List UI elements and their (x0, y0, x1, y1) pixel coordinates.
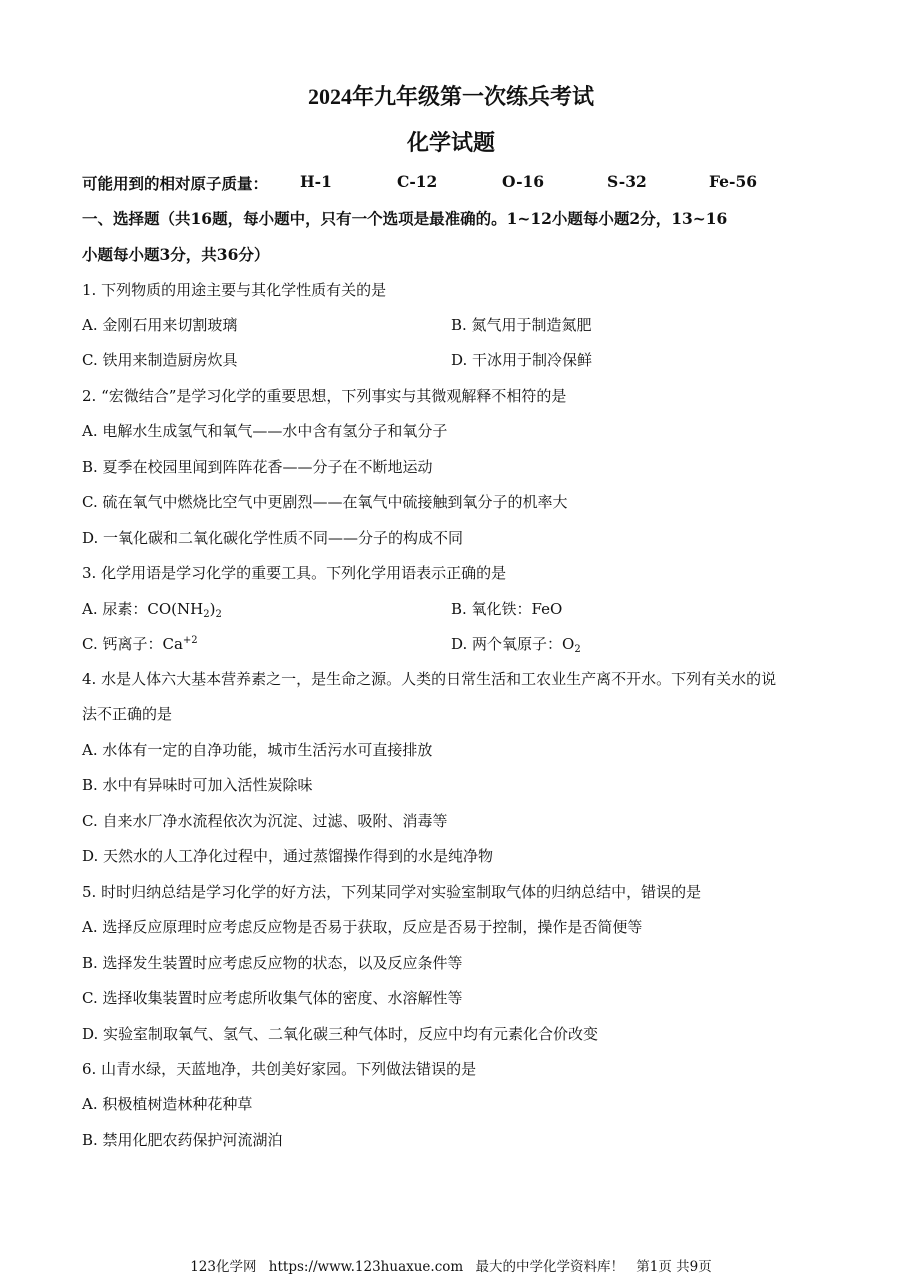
q1-option-d: D. 干冰用于制冷保鲜 (451, 351, 593, 369)
q4-option-a: A. 水体有一定的自净功能，城市生活污水可直接排放 (82, 741, 433, 759)
section-heading-line1: 一、选择题（共16题，每小题中，只有一个选项是最准确的。1~12小题每小题2分，13~16 (82, 209, 728, 228)
q3-a-text: A. 尿素：CO(NH (82, 600, 204, 618)
q4-stem-line1: 4. 水是人体六大基本营养素之一，是生命之源。人类的日常生活和工农业生产离不开水。下列有关水的说 (82, 670, 777, 688)
exam-subtitle: 化学试题 (406, 130, 495, 155)
q5-stem: 5. 时时归纳总结是学习化学的好方法，下列某同学对实验室制取气体的归纳总结中，错误的是 (82, 883, 702, 901)
mass-o: O-16 (502, 172, 545, 191)
footer-site-name: 123化学网 (190, 1259, 257, 1275)
q3-d-subscript: 2 (574, 644, 581, 655)
q5-option-a: A. 选择反应原理时应考虑反应物是否易于获取，反应是否易于控制，操作是否简便等 (82, 918, 643, 936)
q4-option-b: B. 水中有异味时可加入活性炭除味 (82, 776, 313, 794)
footer-slogan: 最大的中学化学资料库！ (475, 1259, 624, 1275)
q3-a-subscript: 2 (203, 609, 210, 620)
atomic-masses (82, 172, 822, 194)
q3-a-paren: ) (209, 600, 216, 618)
footer-url-link[interactable]: https://www.123huaxue.com (268, 1259, 464, 1275)
q3-c-text: C. 钙离子：Ca (82, 635, 183, 653)
mass-fe: Fe-56 (709, 172, 758, 191)
q6-option-a: A. 积极植树造林种花种草 (82, 1095, 253, 1113)
q2-stem: 2. “宏微结合”是学习化学的重要思想，下列事实与其微观解释不相符的是 (82, 387, 567, 405)
page-footer (0, 1255, 902, 1275)
q3-stem: 3. 化学用语是学习化学的重要工具。下列化学用语表示正确的是 (82, 564, 507, 582)
mass-h: H-1 (300, 172, 332, 191)
q1-option-b: B. 氮气用于制造氮肥 (451, 316, 592, 334)
q2-option-a: A. 电解水生成氢气和氧气——水中含有氢分子和氧分子 (82, 422, 448, 440)
q3-option-a (82, 598, 222, 620)
q3-option-b: B. 氧化铁：FeO (451, 600, 563, 618)
footer-page-number: 第1页 共9页 (636, 1259, 712, 1275)
q2-option-d: D. 一氧化碳和二氧化碳化学性质不同——分子的构成不同 (82, 529, 464, 547)
q1-option-a: A. 金刚石用来切割玻璃 (82, 316, 238, 334)
q1-option-c: C. 铁用来制造厨房炊具 (82, 351, 238, 369)
atomic-masses-label: 可能用到的相对原子质量： (82, 174, 269, 193)
mass-s: S-32 (607, 172, 647, 191)
q3-d-text: D. 两个氧原子：O (451, 635, 575, 653)
exam-title: 2024年九年级第一次练兵考试 (307, 84, 594, 109)
q5-option-c: C. 选择收集装置时应考虑所收集气体的密度、水溶解性等 (82, 989, 463, 1007)
q1-stem: 1. 下列物质的用途主要与其化学性质有关的是 (82, 281, 387, 299)
q2-option-b: B. 夏季在校园里闻到阵阵花香——分子在不断地运动 (82, 458, 433, 476)
q4-stem-line2: 法不正确的是 (82, 705, 173, 723)
q2-option-c: C. 硫在氧气中燃烧比空气中更剧烈——在氧气中硫接触到氧分子的机率大 (82, 493, 568, 511)
q4-option-d: D. 天然水的人工净化过程中，通过蒸馏操作得到的水是纯净物 (82, 847, 494, 865)
q6-stem: 6. 山青水绿，天蓝地净，共创美好家园。下列做法错误的是 (82, 1060, 477, 1078)
section-heading-line2: 小题每小题3分，共36分） (82, 245, 270, 264)
q3-c-superscript: +2 (182, 635, 198, 646)
q3-a-subscript-2: 2 (215, 609, 222, 620)
q3-option-c (82, 633, 198, 654)
q4-option-c: C. 自来水厂净水流程依次为沉淀、过滤、吸附、消毒等 (82, 812, 448, 830)
mass-c: C-12 (397, 172, 438, 191)
q5-option-d: D. 实验室制取氧气、氢气、二氧化碳三种气体时，反应中均有元素化合价改变 (82, 1025, 599, 1043)
q5-option-b: B. 选择发生装置时应考虑反应物的状态，以及反应条件等 (82, 954, 463, 972)
q6-option-b: B. 禁用化肥农药保护河流湖泊 (82, 1131, 283, 1149)
q3-option-d (451, 633, 581, 655)
